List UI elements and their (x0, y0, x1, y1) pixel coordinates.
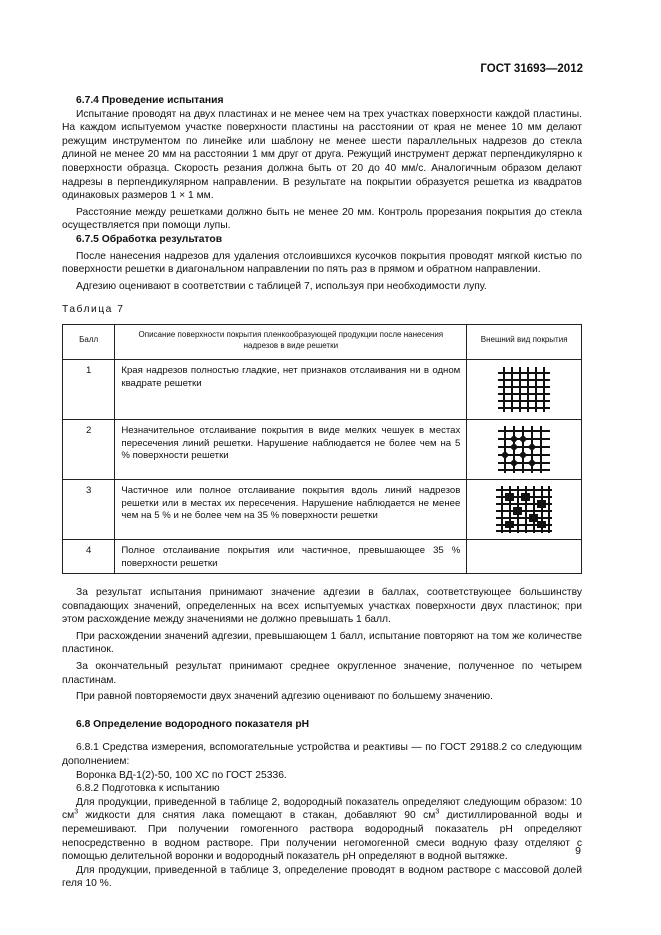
description-cell: Частичное или полное отслаивание покрытия вдоль линий надрезов решетки или в местах их пересечения. Нарушение наблюдается не менее чем на 5 % и не более чем на 35 % поверхности решетки (115, 479, 467, 539)
score-cell: 2 (63, 419, 115, 479)
grid-partial-peel-image (493, 484, 555, 534)
document-number: ГОСТ 31693—2012 (480, 63, 583, 75)
paragraph: Воронка ВД-1(2)-50, 100 ХС по ГОСТ 25336. (76, 769, 287, 781)
text-run: жидкости для снятия лака помещают в стакан, добавляют 90 см (78, 810, 436, 822)
superscript: 3 (435, 808, 440, 816)
paragraph: Для продукции, приведенной в таблице 3, определение проводят в водном растворе с массовой долей геля 10 %. (62, 864, 582, 890)
paragraph: За окончательный результат принимают среднее округленное значение, полученное по четырем пластинам. (62, 661, 582, 686)
section-title-68: 6.8 Определение водородного показателя pH (76, 718, 310, 730)
header-appearance: Внешний вид покрытия (467, 324, 582, 359)
paragraph: Адгезию оценивают в соответствии с таблицей 7, используя при необходимости лупу. (76, 280, 487, 292)
table-caption: Таблица 7 (62, 304, 125, 316)
score-cell: 3 (63, 479, 115, 539)
description-cell: Незначительное отслаивание покрытия в виде мелких чешуек в местах пересечения линий решетки. Нарушение наблюдается не более чем на 5 % поверхности решетки (115, 419, 467, 479)
page-content (62, 94, 582, 891)
description-cell: Полное отслаивание покрытия или частичное, превышающее 35 % поверхности решетки (115, 539, 467, 573)
header-description: Описание поверхности покрытия пленкообразующей продукции после нанесения надрезов в виде решетки (115, 324, 467, 359)
table-row (63, 479, 582, 539)
grid-clean-image (494, 365, 554, 413)
table-header-row (63, 324, 582, 359)
superscript: 3 (74, 808, 79, 816)
page-number: 9 (575, 845, 581, 857)
grid-image-cell (467, 419, 582, 479)
paragraph: 6.8.1 Средства измерения, вспомогательные устройства и реактивы — по ГОСТ 29188.2 со следующим дополнением: (62, 742, 582, 768)
grid-image-cell (467, 359, 582, 419)
score-cell: 1 (63, 359, 115, 419)
paragraph: 6.8.2 Подготовка к испытанию (76, 783, 220, 795)
table-row (63, 419, 582, 479)
paragraph: При расхождении значений адгезии, превышающем 1 балл, испытание повторяют на том же количестве пластинок. (62, 630, 582, 656)
section-title-675: 6.7.5 Обработка результатов (76, 233, 223, 245)
description-cell: Края надрезов полностью гладкие, нет признаков отслаивания ни в одном квадрате решетки (115, 359, 467, 419)
section-title-674: 6.7.4 Проведение испытания (76, 95, 224, 106)
table-row (63, 359, 582, 419)
paragraph: Испытание проводят на двух пластинах и не менее чем на трех участках поверхности каждой пластины. На каждом испытуемом участке поверхности пластины на расстоянии от края не менее 10 мм делают режущим инструментом по линейке или шаблону не менее шести параллельных надрезов до стекла длиной не менее 20 мм на расстоянии 1 мм друг от друга. Режущий инструмент держат перпендикулярно к поверхности образца. Скорость резания должна быть от 20 до 40 мм/с. Аналогичным образом делают надрезы в перпендикулярном направлении. В результате на покрытии образуется решетка из квадратов одинаковых размеров 1 × 1 мм. (62, 108, 582, 202)
header-score: Балл (63, 324, 115, 359)
paragraph: После нанесения надрезов для удаления отслоившихся кусочков покрытия проводят мягкой кистью по поверхности решетки в диагональном направлении по пять раз в прямом и обратном направлении. (62, 250, 582, 276)
score-cell: 4 (63, 539, 115, 573)
grid-image-cell (467, 539, 582, 573)
text-run: дистиллированной воды и перемешивают. При получении гомогенного раствора водородный показатель pH определяют непосредственно в водном растворе. При получении негомогенной смеси водную фазу отделяют с помощью делительной воронки и водородный показатель pH определяют в водной вытяжке. (62, 810, 582, 863)
paragraph: Расстояние между решетками должно быть не менее 20 мм. Контроль прорезания покрытия до стекла осуществляется при помощи лупы. (62, 206, 582, 232)
paragraph: При равной повторяемости двух значений адгезию оценивают по большему значению. (76, 691, 494, 703)
text-run: Для продукции, приведенной в таблице 2, водородный показатель определяют следующим образом: 10 см (62, 796, 582, 822)
grid-image-cell (467, 479, 582, 539)
grid-flaking-image (494, 424, 554, 474)
adhesion-table (62, 324, 582, 574)
table-row (63, 539, 582, 573)
paragraph (62, 796, 582, 864)
paragraph: За результат испытания принимают значение адгезии в баллах, соответствующее большинству совпадающих значений, определенных на всех испытуемых участках поверхности двух пластинок; при этом расхождение между значениями не должно превышать 1 балл. (62, 587, 582, 626)
